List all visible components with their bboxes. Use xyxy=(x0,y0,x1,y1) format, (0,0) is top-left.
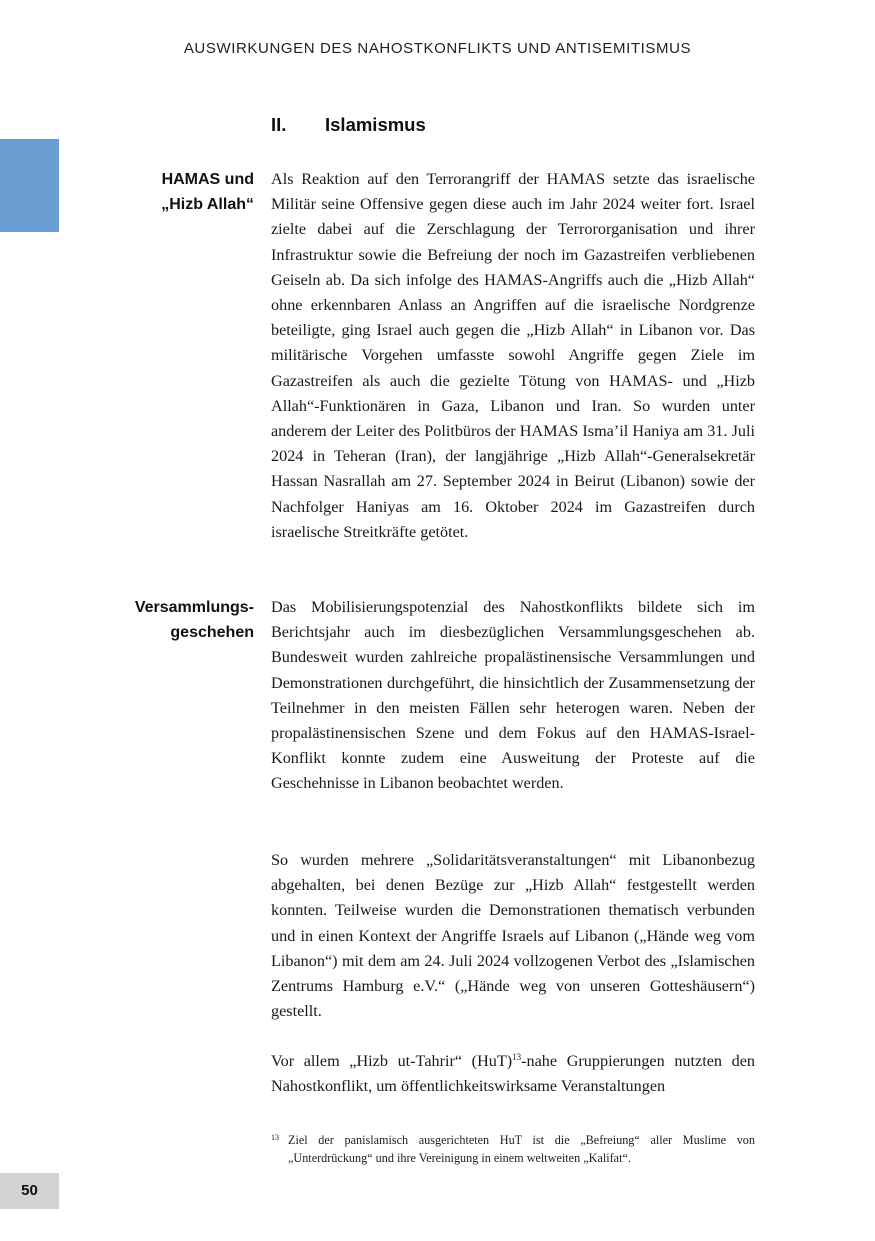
section-heading xyxy=(271,114,426,136)
section-number: II. xyxy=(271,114,287,135)
footnote-text: Ziel der panislamisch ausgerichteten HuT ist die „Befreiung“ aller Muslime von „Unterdrückung“ und ihre Vereinigung in einem weltweiten „Kalifat“. xyxy=(288,1133,755,1165)
margin-label-versammlung-line1: Versammlungs- xyxy=(134,599,254,616)
paragraph-versammlung-2: So wurden mehrere „Solidaritätsveranstaltungen“ mit Libanonbezug abgehalten, bei denen Bezüge zur „Hizb Allah“ festgestellt werden konnten. Teilweise wurden die Demonstrationen thematisch verbunden und in einen Kontext der Angriffe Israels auf Libanon („Hände weg vom Libanon“) mit dem am 24. Juli 2024 vollzogenen Verbot des „Islamischen Zentrums Hamburg e.V.“ („Hände weg von unseren Gotteshäusern“) gestellt. xyxy=(271,851,755,1021)
margin-label-versammlung-line2: geschehen xyxy=(170,624,254,642)
footnote-number: 13 xyxy=(271,1133,279,1142)
footnote xyxy=(271,1131,755,1167)
paragraph-hamas: Als Reaktion auf den Terrorangriff der HAMAS setzte das israelische Militär seine Offensive gegen diese auch im Jahr 2024 weiter fort. Israel zielte dabei auf die Zerschlagung der Terrororganisation und ihrer Infrastruktur sowie die Befreiung der noch im Gazastreifen verbliebenen Geiseln ab. Da sich infolge des HAMAS-Angriffs auch die „Hizb Allah“ ohne erkennbaren Anlass an Angriffen auf die israelische Nordgrenze beteiligte, ging Israel auch gegen die „Hizb Allah“ in Libanon vor. Das militärische Vorgehen umfasste sowohl Angriffe gegen Ziele im Gazastreifen als auch die gezielte Tötung von HAMAS- und „Hizb Allah“-Funktionären in Gaza, Libanon und Iran. So wurden unter anderem der Leiter des Politbüros der HAMAS Isma’il Haniya am 31. Juli 2024 in Teheran (Iran), der langjährige „Hizb Allah“-Generalsekretär Hassan Nasrallah am 27. September 2024 in Beirut (Libanon) sowie der Nachfolger Haniyas am 16. Oktober 2024 im Gazastreifen durch israelische Streitkräfte getötet. xyxy=(271,170,755,541)
margin-label-hamas-line1: HAMAS und xyxy=(161,171,254,188)
paragraph-versammlung-3 xyxy=(271,1049,755,1099)
margin-label-hamas-line2: „Hizb Allah“ xyxy=(161,196,254,214)
margin-label-hamas xyxy=(161,167,254,217)
paragraph-versammlung-1: Das Mobilisierungspotenzial des Nahostkonflikts bildete sich im Berichtsjahr auch im diesbezüglichen Versammlungsgeschehen ab. Bundesweit wurden zahlreiche propalästinensische Versammlungen und Demonstrationen durchgeführt, die hinsichtlich der Zusammensetzung der Teilnehmer in den meisten Fällen sehr heterogen waren. Neben der propalästinensischen Szene und dem Fokus auf den HAMAS-Israel-Konflikt konnte zudem eine Ausweitung der Proteste auf die Geschehnisse in Libanon beobachtet werden. xyxy=(271,598,755,793)
section-title: Islamismus xyxy=(325,114,426,135)
paragraph-versammlung-3-start: Vor allem „Hizb ut-Tahrir“ (HuT) xyxy=(271,1052,513,1070)
running-header: AUSWIRKUNGEN DES NAHOSTKONFLIKTS UND ANTISEMITISMUS xyxy=(183,40,692,57)
chapter-side-tab xyxy=(0,139,59,232)
margin-label-versammlungsgeschehen xyxy=(135,595,254,645)
page-number: 50 xyxy=(0,1173,59,1209)
paragraph-versammlung-3-end: -nahe Gruppierungen nutzten den Nahostkonflikt, um öffentlichkeitswirksame Veranstaltungen xyxy=(271,1052,755,1096)
footnote-reference: 13 xyxy=(512,1052,522,1062)
